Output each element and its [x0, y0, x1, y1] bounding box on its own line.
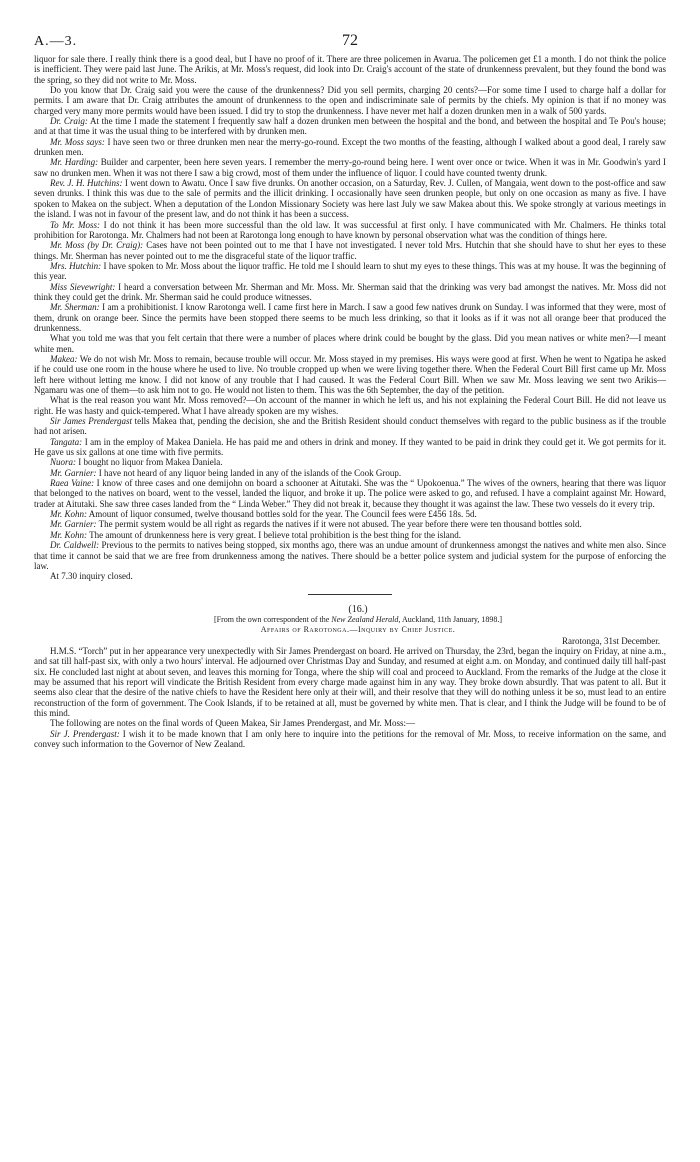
paragraph — [34, 220, 666, 241]
paragraph-text: I am a prohibitionist. I know Rarotonga well. I came first here in March. I saw a good few natives drunk on Sunday. I was informed that they were, most of them, drunk on orange beer. Since the permits have been stopped there seems to be much less drinking, so that it looks as if it was not all orange beer that produced the drunkenness. — [34, 302, 667, 333]
paragraph-text: Builder and carpenter, been here seven years. I remember the merry-go-round being here. I went over once or twice. When it was in Mr. Goodwin's yard I saw no drunken men. When it was not there I saw a big crowd, most of them under the influence of liquor. I could have counted twenty drunk. — [34, 157, 666, 178]
paragraph — [34, 282, 666, 303]
paragraph — [34, 571, 666, 581]
speaker-name: Sir J. Prendergast: — [50, 728, 120, 739]
section-number: (16.) — [348, 603, 368, 615]
section-dateline: Rarotonga, 31st December. — [562, 635, 660, 646]
speaker-name: Mr. Sherman: — [50, 302, 100, 313]
paragraph — [34, 354, 666, 395]
paragraph — [34, 718, 666, 728]
paragraph — [34, 302, 666, 333]
paragraph-text: At the time I made the statement I frequently saw half a dozen drunken men between the hospital and the bond, and between the hospital and Te Pou's house; and at that time it was the usual thing to be interfered with by drunken men. — [34, 116, 666, 137]
paragraph — [34, 333, 666, 354]
paragraph-text: What is the real reason you want Mr. Moss removed?—On account of the manner in which he left us, and his not explaining the Federal Court Bill. He did not leave us right. He was hasty and quick-tempered. What I have already spoken are my wishes. — [34, 395, 666, 416]
speaker-name: Mr. Kohn: — [50, 509, 88, 520]
paragraph — [34, 137, 666, 158]
speaker-name: Raea Vaine: — [50, 478, 95, 489]
paragraph — [34, 437, 666, 458]
paragraph — [34, 85, 666, 116]
paragraph-text: I have seen two or three drunken men near the merry-go-round. Except the two months of the feasting, although I walked about a good deal, I rarely saw drunken men. — [34, 136, 666, 158]
page-number: 72 — [342, 32, 358, 49]
paragraph — [34, 729, 666, 750]
paragraph — [34, 646, 666, 718]
paragraph-text: Cases have not been pointed out to me that I have not investigated. I never told Mrs. Hutchin that she should have to shut her eyes to these things. Mr. Sherman has never pointed out to me the disgraceful state of the liquor traffic. — [34, 240, 667, 261]
paragraph-text: I wish it to be made known that I am only here to inquire into the petitions for the removal of Mr. Moss, to receive information on the same, and convey such information to the Governor of New Zealand. — [34, 728, 666, 749]
paragraph — [34, 157, 666, 178]
speaker-name: Nuora: — [50, 457, 77, 468]
paragraph-text: Amount of liquor consumed, twelve thousand bottles sold for the year. The Council fees were £456 18s. 5d. — [88, 509, 477, 520]
speaker-name: Sir James Prendergast — [50, 416, 133, 427]
speaker-name: Makea: — [50, 353, 78, 364]
paragraph — [34, 116, 666, 137]
paragraph-text: What you told me was that you felt certain that there were a number of places where drink could be bought by the glass. Did you mean natives or white men?—I meant white men. — [34, 333, 666, 354]
paragraph-text: H.M.S. “Torch” put in her appearance very unexpectedly with Sir James Prendergast on board. He arrived on Thursday, the 23rd, began the inquiry on Friday, at nine a.m., and sat till half-past six, with only a two hours' interval. He adjourned over Christmas Day and Sunday, and resumed at eight a.m. on Monday, and continued daily till half-past six. He concluded last night at about seven, and leaves this morning for Tonga, where the ship will coal and proceed to Auckland. From the remarks of the Judge at the close it may be assumed that his report will vindicate the British Resident from every charge made against him in any way. They broke down absurdly. That was patent to all. But it seems also clear that the desire of the native chiefs to have the Resident here only at their will, and their resolve that they will do nothing unless it be so, must lead to an entire reconstruction of the form of government. The Cook Islands, if to be retained at all, must be governed by white men. That is clear, and I think the Judge will be found to be of this mind. — [34, 645, 666, 718]
speaker-name: Mr. Harding: — [50, 157, 99, 168]
paragraph — [34, 540, 666, 571]
speaker-name: Mr. Kohn: — [50, 529, 88, 540]
paragraph — [34, 478, 666, 509]
speaker-name: Mr. Garnier: — [50, 519, 97, 530]
paragraph-text: Previous to the permits to natives being stopped, six months ago, there was an undue amount of drunkenness amongst the natives and white men also. Since that time it cannot be said that we are free from drunkenness among the natives. There should be a better police system and judicial system for the purpose of enforcing the law. — [34, 540, 666, 571]
paragraph-text: We do not wish Mr. Moss to remain, because trouble will occur. Mr. Moss stayed in my premises. His ways were good at first. When he went to Ngatipa he asked if he could use one room in the house where he used to live. No trouble cropped up when we were living together there. When the Federal Court Bill first came up Mr. Moss left here without letting me know. I did not know of any trouble that I had caused. It was the Federal Court Bill. When we saw Mr. Moss leaving we sent two Arikis—Ngamaru was one of them—to ask him not to go. He would not listen to them. This was the 6th September, the day of the petition. — [34, 353, 666, 395]
paragraph-text: I do not think it has been more successful than the old law. It was successful at first only. I have communicated with Mr. Chalmers. He thinks total prohibition for Rarotonga. Mr. Chalmers had not been at Rarotonga long enough to have known by personal observation what was the condition of things here. — [34, 219, 667, 240]
paragraph-text: tells Makea that, pending the decision, she and the British Resident should conduct themselves with regard to the public business as if the trouble had not arisen. — [34, 416, 666, 437]
paragraph-text: I went down to Awatu. Once I saw five drunks. On another occasion, on a Saturday, Rev. J. Cullen, of Mangaia, went down to the post-office and saw seven drunks. I think this was due to the sale of permits and the illicit drinking. I occasionally have seen drunken people, but only on one occasion as many as five. I have spoken to Makea on the subject. When a deputation of the London Missionary Society was here last July we saw Makea about this. We spoke strongly at various meetings in the island. I was not in favour of the present law, and do not think it has been a success. — [34, 178, 667, 220]
paragraph-text: Do you know that Dr. Craig said you were the cause of the drunkenness? Did you sell permits, charging 20 cents?—For some time I used to charge half a dollar for permits. I am aware that Dr. Craig attributes the amount of drunkenness to the open and indiscriminate sale of permits by the chiefs. My opinion is that if no money was charged very many more permits would have been issued. I did try to stop the drunkenness. I have never met half a dozen drunken men in a walk of 500 yards. — [34, 85, 666, 116]
section-body — [34, 646, 666, 749]
paragraph-text: I have spoken to Mr. Moss about the liquor traffic. He told me I should learn to shut my eyes to these things. This was at my house. It was the beginning of this year. — [34, 260, 666, 282]
speaker-name: Mr. Moss says: — [50, 136, 105, 147]
paragraph-text: I bought no liquor from Makea Daniela. — [78, 457, 223, 468]
paragraph-text: liquor for sale there. I really think there is a good deal, but I have no proof of it. There are three policemen in Avarua. The policemen get £1 a month. I do not think the police is inefficient. They were paid last June. The Arikis, at Mr. Moss's request, did look into Dr. Craig's account of the state of drunkenness prevalent, but they found the bond was the spring, so they did not write to Mr. Moss. — [34, 54, 666, 85]
paragraph-text: I have not heard of any liquor being landed in any of the islands of the Cook Group. — [98, 467, 402, 478]
speaker-name: To Mr. Moss: — [50, 219, 101, 230]
paragraph — [34, 416, 666, 437]
speaker-name: Mr. Moss (by Dr. Craig): — [50, 240, 144, 251]
speaker-name: Dr. Caldwell: — [50, 540, 100, 551]
section-16 — [34, 605, 666, 750]
page-header — [34, 26, 666, 54]
paragraph — [34, 457, 666, 467]
paragraph — [34, 395, 666, 416]
paragraph-text: I am in the employ of Makea Daniela. He has paid me and others in drink and money. If they wanted to be paid in drink they could get it. We got permits for it. He gave us six gallons at one time with five permits. — [34, 436, 666, 458]
paragraph-text: The amount of drunkenness here is very great. I believe total prohibition is the best thing for the island. — [89, 529, 462, 540]
paragraph — [34, 530, 666, 540]
paragraph — [34, 240, 666, 261]
speaker-name: Mr. Garnier: — [50, 467, 97, 478]
section-source: [From the own correspondent of the New Zealand Herald, Auckland, 11th January, 1898.] — [213, 614, 503, 624]
paragraph — [34, 468, 666, 478]
section-divider — [308, 594, 392, 595]
speaker-name: Tangata: — [50, 436, 83, 447]
evidence-body — [34, 54, 666, 582]
speaker-name: Mrs. Hutchin: — [50, 260, 102, 271]
paragraph — [34, 54, 666, 85]
paragraph-text: I know of three cases and one demijohn on board a schooner at Aitutaki. She was the “ Upokoenua.” The wives of the owners, hearing that there was liquor that belonged to the natives on board, went to the vessel, landed the liquor, and broke it up. The police were asked to go, and refused. I have a complaint against Mr. Howard, trader at Aitutaki. She saw three cases landed from the “ Linda Weber.” They did not break it, because they thought it was against the law. These two vessels do it every trip. — [34, 478, 667, 509]
paragraph-text: At 7.30 inquiry closed. — [50, 571, 133, 582]
speaker-name: Miss Sievewright: — [50, 281, 116, 292]
paragraph — [34, 509, 666, 519]
speaker-name: Rev. J. H. Hutchins: — [50, 178, 123, 189]
speaker-name: Dr. Craig: — [50, 116, 88, 127]
paragraph-text: The following are notes on the final words of Queen Makea, Sir James Prendergast, and Mr. Moss:— — [50, 718, 416, 729]
section-heading: Affairs of Rarotonga.—Inquiry by Chief Justice. — [260, 625, 456, 635]
paragraph-text: The permit system would be all right as regards the natives if it were not abused. The year before there were ten thousand bottles sold. — [98, 519, 582, 530]
paragraph-text: I heard a conversation between Mr. Sherman and Mr. Moss. Mr. Sherman said that the drinking was very bad amongst the natives. Mr. Moss did not think they could get the drink. Mr. Sherman said he could produce witnesses. — [34, 281, 666, 302]
paragraph — [34, 261, 666, 282]
paragraph — [34, 178, 666, 219]
paragraph — [34, 519, 666, 529]
parliamentary-paper-ref: A.—3. — [34, 34, 78, 49]
